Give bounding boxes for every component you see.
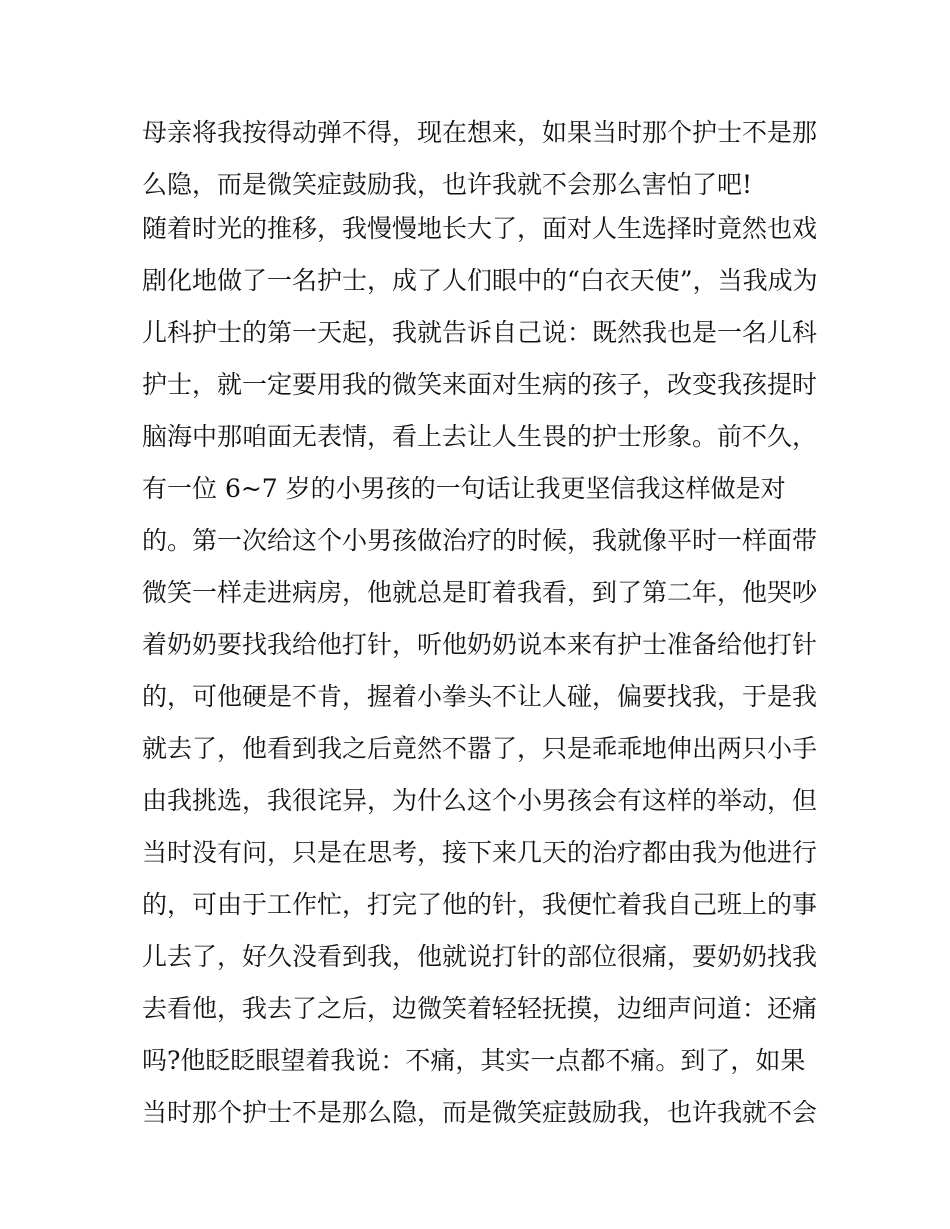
body-text (142, 107, 822, 1139)
text-line: 么隐，而是微笑症鼓励我，也许我就不会那么害怕了吧! (142, 170, 753, 199)
text-line: 吗?他眨眨眼望着我说：不痛，其实一点都不痛。到了，如果 (142, 1046, 806, 1075)
text-line: 就去了，他看到我之后竟然不嚣了，只是乖乖地伸出两只小手 (142, 734, 818, 763)
text-line: 去看他，我去了之后，边微笑着轻轻抚摸，边细声问道：还痛 (142, 994, 818, 1023)
text-line: 有一位 6~7 岁的小男孩的一句话让我更坚信我这样做是对 (142, 474, 786, 503)
text-line: 剧化地做了一名护士，成了人们眼中的“白衣天使”，当我成为 (142, 266, 818, 295)
text-line: 由我挑选，我很诧异，为什么这个小男孩会有这样的举动，但 (142, 786, 818, 815)
text-line: 的，可由于工作忙，打完了他的针，我便忙着我自己班上的事 (142, 890, 818, 919)
text-line: 随着时光的推移，我慢慢地长大了，面对人生选择时竟然也戏 (142, 214, 818, 243)
text-line: 的。第一次给这个小男孩做治疗的时候，我就像平时一样面带 (142, 526, 818, 555)
text-line: 当时没有问，只是在思考，接下来几天的治疗都由我为他进行 (142, 838, 818, 867)
text-line: 儿去了，好久没看到我，他就说打针的部位很痛，要奶奶找我 (142, 942, 818, 971)
text-line: 当时那个护士不是那么隐，而是微笑症鼓励我，也许我就不会 (142, 1098, 818, 1127)
text-line: 护士，就一定要用我的微笑来面对生病的孩子，改变我孩提时 (142, 370, 818, 399)
text-line: 微笑一样走进病房，他就总是盯着我看，到了第二年，他哭吵 (142, 578, 818, 607)
text-line: 脑海中那咱面无表情，看上去让人生畏的护士形象。前不久， (142, 422, 818, 451)
text-line: 母亲将我按得动弹不得，现在想来，如果当时那个护士不是那 (142, 118, 818, 147)
text-line: 儿科护士的第一天起，我就告诉自己说：既然我也是一名儿科 (142, 318, 818, 347)
text-line: 的，可他硬是不肯，握着小拳头不让人碰，偏要找我，于是我 (142, 682, 818, 711)
text-line: 着奶奶要找我给他打针，听他奶奶说本来有护士准备给他打针 (142, 630, 818, 659)
